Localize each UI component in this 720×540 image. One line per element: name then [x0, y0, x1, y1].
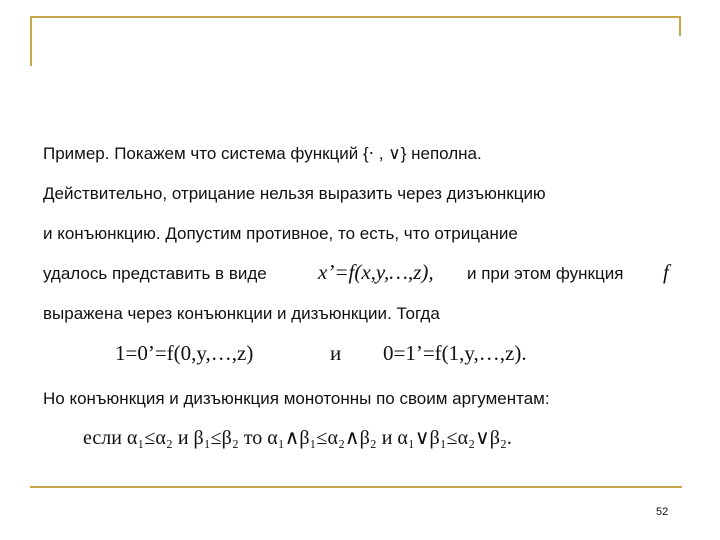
- text-line-3: и конъюнкцию. Допустим противное, то есть, что отрицание: [43, 224, 518, 243]
- text-line-2: Действительно, отрицание нельзя выразить через дизъюнкцию: [43, 184, 546, 203]
- line4-tail: и при этом функция: [467, 264, 624, 283]
- text-line-1: Пример. Покажем что система функций {⋅ , ∨} неполна.: [43, 144, 482, 163]
- frame-left-rule: [30, 16, 32, 66]
- line4-function-f: f: [663, 260, 669, 284]
- text-line-4: [43, 263, 267, 285]
- line4-text: удалось представить в виде: [43, 264, 267, 283]
- frame-bottom-rule: [30, 486, 682, 488]
- formula-right: 0=1’=f(1,y,…,z).: [383, 341, 527, 365]
- line4-formula: x’=f(x,y,…,z),: [318, 260, 434, 284]
- frame-top-rule: [30, 16, 680, 18]
- frame-right-rule: [679, 16, 681, 36]
- formula-left: 1=0’=f(0,y,…,z): [115, 341, 254, 365]
- text-line-7: Но конъюнкция и дизъюнкция монотонны по своим аргументам:: [43, 389, 550, 408]
- monotone-formula: если α₁≤α₂ и β₁≤β₂ то α₁∧β₁≤α₂∧β₂ и α₁∨β₁≤α₂∨β₂.: [83, 427, 512, 449]
- formula-and: и: [330, 341, 342, 365]
- text-line-5: выражена через конъюнкции и дизъюнкции. Тогда: [43, 304, 440, 323]
- page-number: 52: [656, 506, 669, 518]
